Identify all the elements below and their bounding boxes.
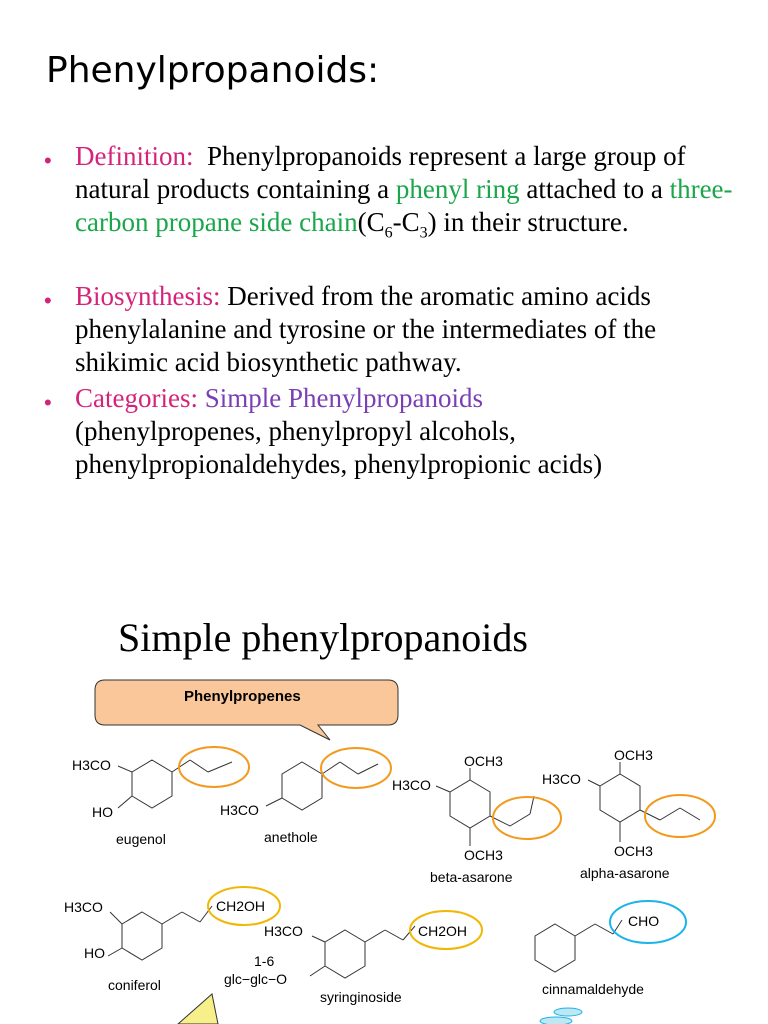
eugenol-h3co-label: H3CO — [72, 757, 111, 773]
anethole-name: anethole — [264, 829, 318, 845]
phenyl-ring-highlight: phenyl ring — [395, 174, 520, 204]
syringinoside-ring — [325, 930, 365, 978]
beta-asarone-och3-bottom: OCH3 — [464, 847, 503, 863]
syringinoside-name: syringinoside — [320, 989, 402, 1005]
cinnamaldehyde-ring — [535, 924, 575, 972]
cyan-bubble — [540, 1017, 572, 1024]
slide-title: Phenylpropanoids: — [46, 50, 380, 91]
callout-label: Phenylpropenes — [184, 688, 301, 705]
categories-text: (phenylpropenes, phenylpropyl alcohols, phenylpropionaldehydes, phenylpropionic acids) — [75, 416, 603, 479]
alpha-asarone-och3-top: OCH3 — [614, 747, 653, 763]
definition-text-3: ) in their structure. — [427, 207, 629, 237]
simple-phenylpropanoids-highlight: Simple Phenylpropanoids — [204, 383, 483, 413]
beta-asarone-och3-top: OCH3 — [464, 753, 503, 769]
propane-chain-highlight: three-carbon propane side chain — [75, 174, 733, 237]
alpha-asarone-ring — [600, 774, 640, 822]
beta-asarone-propene-circle — [493, 797, 561, 839]
beta-asarone-name: beta-asarone — [430, 869, 513, 885]
formula-sub-3: 3 — [419, 224, 428, 242]
alpha-asarone-propene-circle — [645, 795, 715, 837]
cinnamaldehyde-cho-label: CHO — [628, 913, 660, 929]
eugenol-ring — [132, 760, 172, 808]
definition-text-1: Phenylpropanoids represent a large group of natural products containing a — [75, 141, 686, 204]
biosynthesis-label: Biosynthesis: — [75, 281, 221, 311]
coniferol-name: coniferol — [108, 977, 161, 993]
coniferol-h3co-label: H3CO — [64, 899, 103, 915]
coniferol-ring — [122, 912, 162, 960]
formula-open: (C — [357, 207, 385, 237]
formula-sub-6: 6 — [384, 224, 393, 242]
coniferol-ch2oh-label: CH2OH — [216, 898, 266, 914]
bullet-dot: • — [44, 148, 52, 173]
syringinoside-ch2oh-label: CH2OH — [418, 923, 468, 939]
cinnamaldehyde-name: cinnamaldehyde — [542, 981, 644, 997]
eugenol-propene-circle — [179, 747, 249, 787]
anethole-ring — [282, 762, 322, 810]
alpha-asarone-och3-bottom: OCH3 — [614, 843, 653, 859]
syringinoside-h3co-label: H3CO — [264, 923, 303, 939]
formula-mid: -C — [392, 207, 420, 237]
section-title: Simple phenylpropanoids — [118, 615, 528, 660]
eugenol-name: eugenol — [116, 831, 166, 847]
glc-chain-label: glc−glc−O — [224, 971, 288, 987]
coniferol-ho-label: HO — [84, 945, 105, 961]
eugenol-ho-label: HO — [92, 804, 113, 820]
cyan-bubble — [554, 1008, 582, 1016]
biosynthesis-text: Derived from the aromatic amino acids phenylalanine and tyrosine or the intermediates of the shikimic acid biosynthetic pathway. — [75, 281, 657, 377]
yellow-callout-shape — [178, 994, 218, 1024]
anethole-h3co-label: H3CO — [220, 802, 259, 818]
definition-text-2: attached to a — [526, 174, 663, 204]
definition-label: Definition: — [75, 141, 194, 171]
beta-asarone-h3co-label: H3CO — [392, 777, 431, 793]
beta-asarone-ring — [450, 780, 490, 828]
bullet-dot: • — [44, 390, 52, 415]
alpha-asarone-h3co-label: H3CO — [542, 771, 581, 787]
bullet-dot: • — [44, 288, 52, 313]
glycosidic-linkage-label: 1-6 — [254, 953, 275, 969]
alpha-asarone-name: alpha-asarone — [580, 865, 670, 881]
categories-label: Categories: — [75, 383, 198, 413]
